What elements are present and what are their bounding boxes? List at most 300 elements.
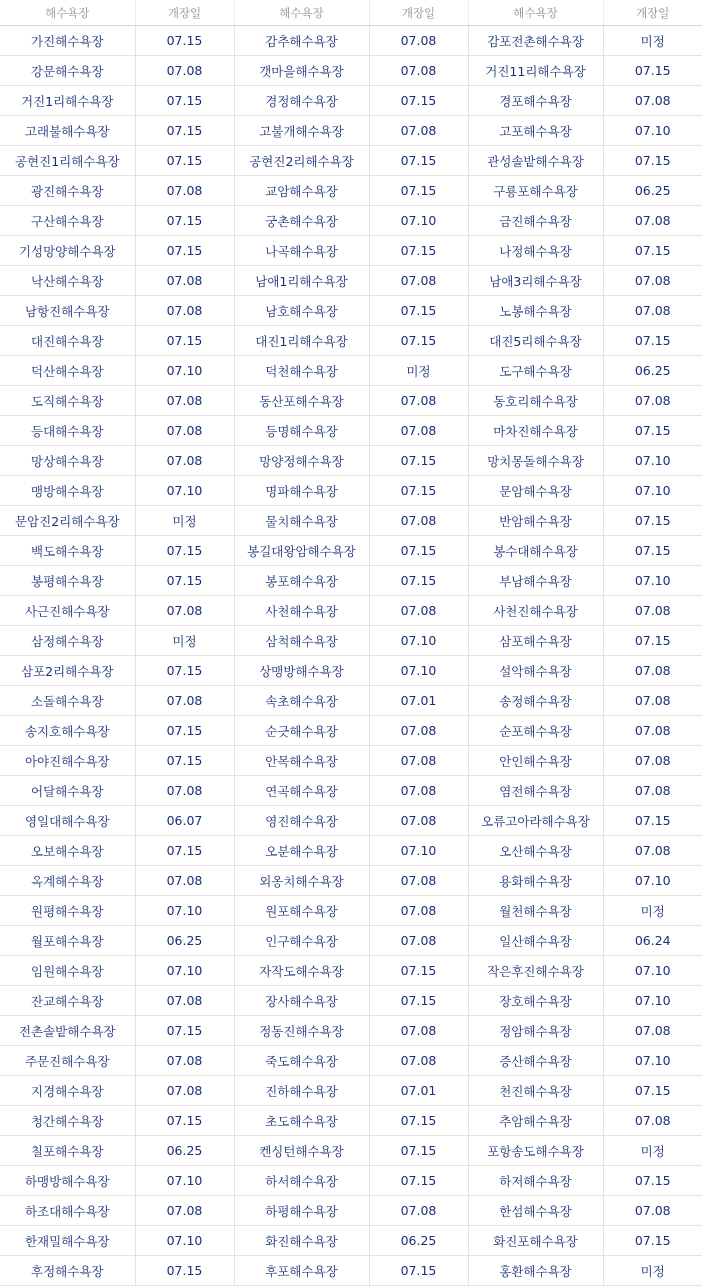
beach-name-cell: 봉길대왕암해수욕장 <box>234 536 369 566</box>
open-date-cell: 07.15 <box>369 446 468 476</box>
beach-name-cell: 염전해수욕장 <box>468 776 603 806</box>
open-date-cell: 07.08 <box>603 596 702 626</box>
table-row <box>0 986 702 1016</box>
table-row <box>0 926 702 956</box>
table-row <box>0 176 702 206</box>
beach-name-cell: 잔교해수욕장 <box>0 986 135 1016</box>
open-date-cell: 미정 <box>135 626 234 656</box>
open-date-cell: 07.15 <box>135 746 234 776</box>
open-date-cell: 07.15 <box>369 326 468 356</box>
beach-name-cell: 구룡포해수욕장 <box>468 176 603 206</box>
open-date-cell: 07.08 <box>369 596 468 626</box>
beach-name-cell: 맹방해수욕장 <box>0 476 135 506</box>
beach-name-cell: 사근진해수욕장 <box>0 596 135 626</box>
beach-name-cell: 경정해수욕장 <box>234 86 369 116</box>
beach-name-cell: 하조대해수욕장 <box>0 1196 135 1226</box>
table-row <box>0 1106 702 1136</box>
beach-name-cell: 거진11리해수욕장 <box>468 56 603 86</box>
open-date-cell: 07.08 <box>369 716 468 746</box>
beach-name-cell: 영일대해수욕장 <box>0 806 135 836</box>
open-date-cell: 07.01 <box>369 1076 468 1106</box>
open-date-cell: 07.10 <box>603 116 702 146</box>
beach-name-cell: 속초해수욕장 <box>234 686 369 716</box>
open-date-cell: 07.08 <box>603 776 702 806</box>
beach-name-cell: 하저해수욕장 <box>468 1166 603 1196</box>
beach-name-cell: 송지호해수욕장 <box>0 716 135 746</box>
beach-name-cell: 화진해수욕장 <box>234 1226 369 1256</box>
open-date-cell: 07.15 <box>369 1106 468 1136</box>
beach-name-cell: 광진해수욕장 <box>0 176 135 206</box>
open-date-cell: 07.15 <box>135 716 234 746</box>
table-header-row <box>0 0 702 26</box>
beach-name-cell: 주문진해수욕장 <box>0 1046 135 1076</box>
table-row <box>0 446 702 476</box>
beach-name-cell: 아야진해수욕장 <box>0 746 135 776</box>
open-date-cell: 07.15 <box>135 116 234 146</box>
open-date-cell: 07.15 <box>603 146 702 176</box>
header-beach-name: 해수욕장 <box>234 0 369 26</box>
open-date-cell: 07.15 <box>603 56 702 86</box>
beach-name-cell: 죽도해수욕장 <box>234 1046 369 1076</box>
beach-name-cell: 초도해수욕장 <box>234 1106 369 1136</box>
beach-name-cell: 삼정해수욕장 <box>0 626 135 656</box>
open-date-cell: 07.08 <box>369 386 468 416</box>
open-date-cell: 07.08 <box>369 506 468 536</box>
table-row <box>0 386 702 416</box>
beach-name-cell: 노봉해수욕장 <box>468 296 603 326</box>
beach-name-cell: 원평해수욕장 <box>0 896 135 926</box>
open-date-cell: 07.15 <box>603 536 702 566</box>
open-date-cell: 07.08 <box>603 206 702 236</box>
beach-name-cell: 안목해수욕장 <box>234 746 369 776</box>
open-date-cell: 07.01 <box>369 686 468 716</box>
beach-name-cell: 증산해수욕장 <box>468 1046 603 1076</box>
open-date-cell: 07.10 <box>135 1166 234 1196</box>
open-date-cell: 미정 <box>603 1136 702 1166</box>
table-row <box>0 536 702 566</box>
beach-name-cell: 봉평해수욕장 <box>0 566 135 596</box>
open-date-cell: 07.08 <box>135 416 234 446</box>
open-date-cell: 07.15 <box>369 1166 468 1196</box>
beach-name-cell: 명파해수욕장 <box>234 476 369 506</box>
beach-name-cell: 공현진1리해수욕장 <box>0 146 135 176</box>
table-row <box>0 146 702 176</box>
header-beach-name: 해수욕장 <box>468 0 603 26</box>
beach-name-cell: 갯마을해수욕장 <box>234 56 369 86</box>
open-date-cell: 07.15 <box>369 956 468 986</box>
beach-name-cell: 망양정해수욕장 <box>234 446 369 476</box>
beach-name-cell: 나곡해수욕장 <box>234 236 369 266</box>
open-date-cell: 07.15 <box>603 416 702 446</box>
beach-name-cell: 진하해수욕장 <box>234 1076 369 1106</box>
open-date-cell: 07.08 <box>135 776 234 806</box>
beach-name-cell: 교암해수욕장 <box>234 176 369 206</box>
table-row <box>0 626 702 656</box>
table-row <box>0 1046 702 1076</box>
open-date-cell: 07.08 <box>369 806 468 836</box>
open-date-cell: 07.15 <box>603 1166 702 1196</box>
beach-name-cell: 장사해수욕장 <box>234 986 369 1016</box>
beach-name-cell: 순긋해수욕장 <box>234 716 369 746</box>
beach-name-cell: 기성망양해수욕장 <box>0 236 135 266</box>
beach-name-cell: 등명해수욕장 <box>234 416 369 446</box>
beach-name-cell: 하평해수욕장 <box>234 1196 369 1226</box>
beach-name-cell: 부남해수욕장 <box>468 566 603 596</box>
beach-name-cell: 추암해수욕장 <box>468 1106 603 1136</box>
open-date-cell: 06.07 <box>135 806 234 836</box>
open-date-cell: 06.25 <box>369 1226 468 1256</box>
table-body <box>0 26 702 1286</box>
open-date-cell: 07.10 <box>369 626 468 656</box>
beach-name-cell: 동호리해수욕장 <box>468 386 603 416</box>
open-date-cell: 07.15 <box>369 566 468 596</box>
open-date-cell: 07.08 <box>369 266 468 296</box>
table-row <box>0 566 702 596</box>
table-row <box>0 266 702 296</box>
beach-name-cell: 등대해수욕장 <box>0 416 135 446</box>
open-date-cell: 07.15 <box>135 206 234 236</box>
open-date-cell: 07.08 <box>135 1046 234 1076</box>
open-date-cell: 미정 <box>369 356 468 386</box>
beach-name-cell: 옥계해수욕장 <box>0 866 135 896</box>
open-date-cell: 07.15 <box>369 296 468 326</box>
table-row <box>0 836 702 866</box>
header-beach-name: 해수욕장 <box>0 0 135 26</box>
open-date-cell: 07.15 <box>603 626 702 656</box>
beach-name-cell: 임원해수욕장 <box>0 956 135 986</box>
table-row <box>0 356 702 386</box>
beach-name-cell: 마차진해수욕장 <box>468 416 603 446</box>
table-row <box>0 476 702 506</box>
beach-name-cell: 문암해수욕장 <box>468 476 603 506</box>
open-date-cell: 07.08 <box>603 1106 702 1136</box>
open-date-cell: 07.08 <box>369 1046 468 1076</box>
beach-name-cell: 남항진해수욕장 <box>0 296 135 326</box>
beach-name-cell: 순포해수욕장 <box>468 716 603 746</box>
open-date-cell: 07.15 <box>135 146 234 176</box>
header-open-date: 개장일 <box>603 0 702 26</box>
table-row <box>0 776 702 806</box>
open-date-cell: 07.15 <box>135 536 234 566</box>
beach-name-cell: 오산해수욕장 <box>468 836 603 866</box>
open-date-cell: 07.15 <box>603 1226 702 1256</box>
beach-name-cell: 도구해수욕장 <box>468 356 603 386</box>
beach-name-cell: 자작도해수욕장 <box>234 956 369 986</box>
open-date-cell: 07.08 <box>135 296 234 326</box>
beach-name-cell: 연곡해수욕장 <box>234 776 369 806</box>
open-date-cell: 07.08 <box>369 1016 468 1046</box>
open-date-cell: 07.15 <box>135 1106 234 1136</box>
beach-name-cell: 나정해수욕장 <box>468 236 603 266</box>
beach-name-cell: 경포해수욕장 <box>468 86 603 116</box>
open-date-cell: 07.10 <box>603 446 702 476</box>
open-date-cell: 07.08 <box>135 446 234 476</box>
open-date-cell: 미정 <box>603 26 702 56</box>
table-row <box>0 26 702 56</box>
open-date-cell: 07.10 <box>603 986 702 1016</box>
table-row <box>0 656 702 686</box>
header-open-date: 개장일 <box>135 0 234 26</box>
beach-name-cell: 강문해수욕장 <box>0 56 135 86</box>
open-date-cell: 07.10 <box>603 866 702 896</box>
beach-name-cell: 고불개해수욕장 <box>234 116 369 146</box>
open-date-cell: 07.15 <box>369 176 468 206</box>
open-date-cell: 07.15 <box>135 656 234 686</box>
beach-name-cell: 고포해수욕장 <box>468 116 603 146</box>
beach-name-cell: 덕천해수욕장 <box>234 356 369 386</box>
table-row <box>0 956 702 986</box>
table-row <box>0 506 702 536</box>
beach-name-cell: 대진5리해수욕장 <box>468 326 603 356</box>
beach-name-cell: 한섬해수욕장 <box>468 1196 603 1226</box>
open-date-cell: 07.08 <box>603 686 702 716</box>
beach-name-cell: 하서해수욕장 <box>234 1166 369 1196</box>
table-row <box>0 416 702 446</box>
beach-name-cell: 공현진2리해수욕장 <box>234 146 369 176</box>
open-date-cell: 07.10 <box>135 896 234 926</box>
open-date-cell: 07.15 <box>135 86 234 116</box>
beach-name-cell: 천진해수욕장 <box>468 1076 603 1106</box>
beach-name-cell: 대진1리해수욕장 <box>234 326 369 356</box>
open-date-cell: 06.25 <box>135 1136 234 1166</box>
beach-name-cell: 관성솔밭해수욕장 <box>468 146 603 176</box>
table-row <box>0 716 702 746</box>
beach-name-cell: 송정해수욕장 <box>468 686 603 716</box>
beach-name-cell: 감추해수욕장 <box>234 26 369 56</box>
beach-name-cell: 용화해수욕장 <box>468 866 603 896</box>
open-date-cell: 07.10 <box>135 356 234 386</box>
beach-name-cell: 동산포해수욕장 <box>234 386 369 416</box>
beach-name-cell: 망상해수욕장 <box>0 446 135 476</box>
beach-name-cell: 지경해수욕장 <box>0 1076 135 1106</box>
beach-name-cell: 남호해수욕장 <box>234 296 369 326</box>
table-row <box>0 1226 702 1256</box>
open-date-cell: 미정 <box>603 1256 702 1286</box>
beach-name-cell: 외옹치해수욕장 <box>234 866 369 896</box>
open-date-cell: 미정 <box>135 506 234 536</box>
beach-name-cell: 궁촌해수욕장 <box>234 206 369 236</box>
open-date-cell: 07.10 <box>135 476 234 506</box>
beach-name-cell: 영진해수욕장 <box>234 806 369 836</box>
table-row <box>0 746 702 776</box>
open-date-cell: 07.15 <box>369 536 468 566</box>
beach-name-cell: 청간해수욕장 <box>0 1106 135 1136</box>
table-row <box>0 806 702 836</box>
table-row <box>0 1016 702 1046</box>
table-row <box>0 686 702 716</box>
beach-name-cell: 반암해수욕장 <box>468 506 603 536</box>
open-date-cell: 07.08 <box>135 686 234 716</box>
open-date-cell: 07.10 <box>603 1046 702 1076</box>
open-date-cell: 07.08 <box>369 416 468 446</box>
beach-name-cell: 설악해수욕장 <box>468 656 603 686</box>
open-date-cell: 07.10 <box>603 476 702 506</box>
open-date-cell: 07.08 <box>603 746 702 776</box>
beach-name-cell: 정동진해수욕장 <box>234 1016 369 1046</box>
open-date-cell: 07.08 <box>369 896 468 926</box>
open-date-cell: 07.08 <box>369 56 468 86</box>
open-date-cell: 07.08 <box>135 56 234 86</box>
open-date-cell: 07.10 <box>603 956 702 986</box>
beach-name-cell: 오분해수욕장 <box>234 836 369 866</box>
beach-name-cell: 화진포해수욕장 <box>468 1226 603 1256</box>
table-row <box>0 1136 702 1166</box>
table-row <box>0 206 702 236</box>
open-date-cell: 07.08 <box>603 386 702 416</box>
beach-name-cell: 남애1리해수욕장 <box>234 266 369 296</box>
open-date-cell: 07.08 <box>603 86 702 116</box>
open-date-cell: 07.15 <box>603 236 702 266</box>
open-date-cell: 07.08 <box>135 596 234 626</box>
open-date-cell: 07.08 <box>369 1196 468 1226</box>
open-date-cell: 07.10 <box>369 656 468 686</box>
open-date-cell: 07.08 <box>369 746 468 776</box>
beach-name-cell: 소돌해수욕장 <box>0 686 135 716</box>
beach-name-cell: 일산해수욕장 <box>468 926 603 956</box>
table-row <box>0 1166 702 1196</box>
open-date-cell: 07.08 <box>603 1196 702 1226</box>
open-date-cell: 07.15 <box>135 566 234 596</box>
open-date-cell: 07.15 <box>135 26 234 56</box>
open-date-cell: 07.10 <box>603 566 702 596</box>
table-row <box>0 866 702 896</box>
beach-name-cell: 삼척해수욕장 <box>234 626 369 656</box>
beach-name-cell: 봉포해수욕장 <box>234 566 369 596</box>
beach-name-cell: 후정해수욕장 <box>0 1256 135 1286</box>
beach-name-cell: 가진해수욕장 <box>0 26 135 56</box>
table-row <box>0 296 702 326</box>
table-row <box>0 56 702 86</box>
beach-name-cell: 남애3리해수욕장 <box>468 266 603 296</box>
beach-name-cell: 감포전촌해수욕장 <box>468 26 603 56</box>
beach-name-cell: 인구해수욕장 <box>234 926 369 956</box>
beach-name-cell: 켄싱턴해수욕장 <box>234 1136 369 1166</box>
beach-name-cell: 오보해수욕장 <box>0 836 135 866</box>
table-row <box>0 896 702 926</box>
header-open-date: 개장일 <box>369 0 468 26</box>
beach-name-cell: 장호해수욕장 <box>468 986 603 1016</box>
open-date-cell: 07.15 <box>135 236 234 266</box>
beach-name-cell: 원포해수욕장 <box>234 896 369 926</box>
open-date-cell: 07.15 <box>369 986 468 1016</box>
beach-name-cell: 거진1리해수욕장 <box>0 86 135 116</box>
beach-name-cell: 봉수대해수욕장 <box>468 536 603 566</box>
open-date-cell: 06.25 <box>135 926 234 956</box>
beach-name-cell: 후포해수욕장 <box>234 1256 369 1286</box>
beach-name-cell: 포항송도해수욕장 <box>468 1136 603 1166</box>
beach-name-cell: 사천해수욕장 <box>234 596 369 626</box>
open-date-cell: 07.08 <box>603 836 702 866</box>
open-date-cell: 07.15 <box>369 476 468 506</box>
beach-name-cell: 홍환해수욕장 <box>468 1256 603 1286</box>
beach-name-cell: 대진해수욕장 <box>0 326 135 356</box>
table-row <box>0 1256 702 1286</box>
open-date-cell: 07.08 <box>135 986 234 1016</box>
beach-name-cell: 작은후진해수욕장 <box>468 956 603 986</box>
beach-name-cell: 정암해수욕장 <box>468 1016 603 1046</box>
open-date-cell: 미정 <box>603 896 702 926</box>
open-date-cell: 07.15 <box>369 1136 468 1166</box>
open-date-cell: 07.15 <box>369 86 468 116</box>
table-row <box>0 596 702 626</box>
beach-name-cell: 상맹방해수욕장 <box>234 656 369 686</box>
beach-name-cell: 월포해수욕장 <box>0 926 135 956</box>
beach-name-cell: 물치해수욕장 <box>234 506 369 536</box>
open-date-cell: 07.10 <box>369 206 468 236</box>
table-row <box>0 116 702 146</box>
open-date-cell: 06.25 <box>603 176 702 206</box>
open-date-cell: 07.15 <box>135 326 234 356</box>
beach-name-cell: 월천해수욕장 <box>468 896 603 926</box>
open-date-cell: 07.08 <box>135 266 234 296</box>
open-date-cell: 06.24 <box>603 926 702 956</box>
beach-name-cell: 한재밀해수욕장 <box>0 1226 135 1256</box>
beach-name-cell: 망치몽돌해수욕장 <box>468 446 603 476</box>
open-date-cell: 07.08 <box>135 176 234 206</box>
open-date-cell: 07.15 <box>603 1076 702 1106</box>
open-date-cell: 07.15 <box>135 1016 234 1046</box>
open-date-cell: 07.08 <box>135 866 234 896</box>
open-date-cell: 07.08 <box>603 266 702 296</box>
open-date-cell: 06.25 <box>603 356 702 386</box>
table-row <box>0 1076 702 1106</box>
open-date-cell: 07.08 <box>369 776 468 806</box>
open-date-cell: 07.08 <box>603 716 702 746</box>
beach-name-cell: 덕산해수욕장 <box>0 356 135 386</box>
beach-name-cell: 삼포2리해수욕장 <box>0 656 135 686</box>
beach-name-cell: 오류고아라해수욕장 <box>468 806 603 836</box>
open-date-cell: 07.15 <box>369 1256 468 1286</box>
open-date-cell: 07.15 <box>369 146 468 176</box>
beach-name-cell: 구산해수욕장 <box>0 206 135 236</box>
beach-name-cell: 금진해수욕장 <box>468 206 603 236</box>
open-date-cell: 07.10 <box>135 956 234 986</box>
table-row <box>0 326 702 356</box>
table-row <box>0 86 702 116</box>
beach-name-cell: 하맹방해수욕장 <box>0 1166 135 1196</box>
open-date-cell: 07.15 <box>603 806 702 836</box>
open-date-cell: 07.08 <box>369 866 468 896</box>
open-date-cell: 07.08 <box>603 656 702 686</box>
beach-name-cell: 고래불해수욕장 <box>0 116 135 146</box>
beach-name-cell: 전촌솔밭해수욕장 <box>0 1016 135 1046</box>
beach-name-cell: 어달해수욕장 <box>0 776 135 806</box>
beach-name-cell: 안인해수욕장 <box>468 746 603 776</box>
table-row <box>0 1196 702 1226</box>
beach-name-cell: 칠포해수욕장 <box>0 1136 135 1166</box>
open-date-cell: 07.15 <box>603 506 702 536</box>
beach-name-cell: 낙산해수욕장 <box>0 266 135 296</box>
open-date-cell: 07.08 <box>135 1076 234 1106</box>
open-date-cell: 07.08 <box>603 1016 702 1046</box>
open-date-cell: 07.15 <box>135 1256 234 1286</box>
open-date-cell: 07.10 <box>369 836 468 866</box>
open-date-cell: 07.08 <box>369 926 468 956</box>
table-row <box>0 236 702 266</box>
open-date-cell: 07.08 <box>369 26 468 56</box>
open-date-cell: 07.08 <box>135 386 234 416</box>
open-date-cell: 07.10 <box>135 1226 234 1256</box>
open-date-cell: 07.15 <box>135 836 234 866</box>
open-date-cell: 07.08 <box>135 1196 234 1226</box>
beach-name-cell: 문암진2리해수욕장 <box>0 506 135 536</box>
beach-name-cell: 도직해수욕장 <box>0 386 135 416</box>
open-date-cell: 07.15 <box>369 236 468 266</box>
beach-name-cell: 백도해수욕장 <box>0 536 135 566</box>
open-date-cell: 07.08 <box>369 116 468 146</box>
beach-name-cell: 사천진해수욕장 <box>468 596 603 626</box>
beach-name-cell: 삼포해수욕장 <box>468 626 603 656</box>
